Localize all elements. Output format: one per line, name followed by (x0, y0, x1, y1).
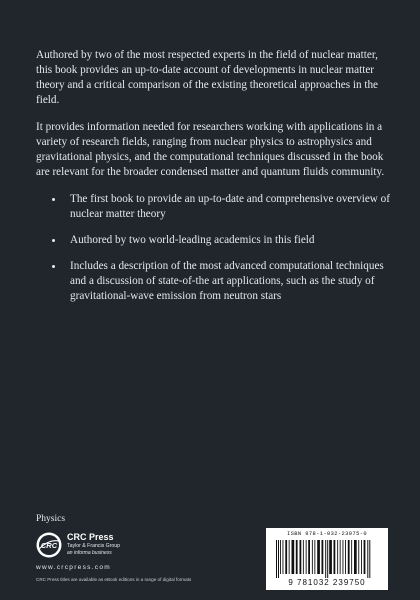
bullet-icon (52, 239, 55, 242)
barcode-bar (367, 540, 368, 578)
publisher-website: www.crcpress.com (36, 564, 111, 571)
barcode-bar (312, 540, 313, 574)
barcode-bar (292, 540, 295, 574)
publisher-block (36, 532, 196, 562)
barcode-bar (283, 540, 284, 574)
barcode-bars (274, 540, 380, 578)
barcode-bar (361, 540, 362, 574)
ebook-notice: CRC Press titles are available as eBook editions in a range of digital formats (36, 577, 192, 582)
back-cover-text (36, 48, 396, 315)
barcode-bar (280, 540, 281, 574)
feature-text: Authored by two world-leading academics in this field (70, 234, 315, 246)
barcode-bar (285, 540, 287, 574)
isbn-label: ISBN 978-1-032-23975-0 (287, 531, 367, 537)
isbn-barcode (266, 528, 388, 590)
barcode-bar (306, 540, 307, 574)
barcode-bar (340, 540, 341, 574)
barcode-bar (327, 540, 328, 578)
description-paragraph-2: It provides information needed for researchers working with applications in a variety of research fields, ranging from nuclear physics to astrophysics and gravitational physics, and the computational techniques discussed in the book are relevant for the broader condensed matter and quantum fluids community. (36, 121, 385, 178)
barcode-bar (314, 540, 315, 574)
barcode-bar (348, 540, 350, 574)
crc-logo-text: CRC (40, 541, 58, 550)
barcode-bar (308, 540, 310, 574)
feature-item (36, 192, 396, 222)
publisher-name: CRC Press (67, 532, 114, 542)
barcode-bar (364, 540, 366, 574)
barcode-bar (325, 540, 326, 578)
barcode-bar (276, 540, 277, 578)
barcode-digits: 9 781032 239750 (288, 578, 366, 587)
barcode-bar (354, 540, 357, 574)
barcode-bar (337, 540, 338, 574)
crc-logo-icon (36, 532, 62, 558)
barcode-bar (317, 540, 320, 574)
feature-item (36, 233, 396, 248)
description-paragraph-1: Authored by two of the most respected experts in the field of nuclear matter, this book provides an up-to-date account of developments in nuclear matter theory and a critical comparison of the existing theoretical approaches in the field. (36, 49, 379, 106)
feature-list (36, 192, 396, 304)
barcode-bar (329, 540, 332, 574)
publisher-group: Taylor & Francis Group (67, 543, 121, 549)
barcode-bar (345, 540, 346, 574)
barcode-bar (369, 540, 370, 578)
feature-text: The first book to provide an up-to-date and comprehensive overview of nuclear matter theory (70, 193, 390, 220)
barcode-bar (303, 540, 304, 574)
barcode-bar (343, 540, 344, 574)
bullet-icon (52, 265, 55, 268)
feature-item (36, 259, 396, 304)
barcode-bar (351, 540, 352, 574)
barcode-bar (289, 540, 290, 574)
publisher-tagline: an informa business (67, 550, 112, 556)
subject-label: Physics (36, 514, 66, 524)
barcode-bar (334, 540, 336, 574)
bullet-icon (52, 198, 55, 201)
barcode-bar (322, 540, 324, 574)
barcode-bar (296, 540, 298, 574)
barcode-bar (300, 540, 302, 574)
barcode-bar (278, 540, 279, 578)
feature-text: Includes a description of the most advanced computational techniques and a discussion of state-of-the art applications, such as the study of gravitational-wave emission from neutron stars (70, 260, 384, 302)
barcode-bar (358, 540, 359, 574)
